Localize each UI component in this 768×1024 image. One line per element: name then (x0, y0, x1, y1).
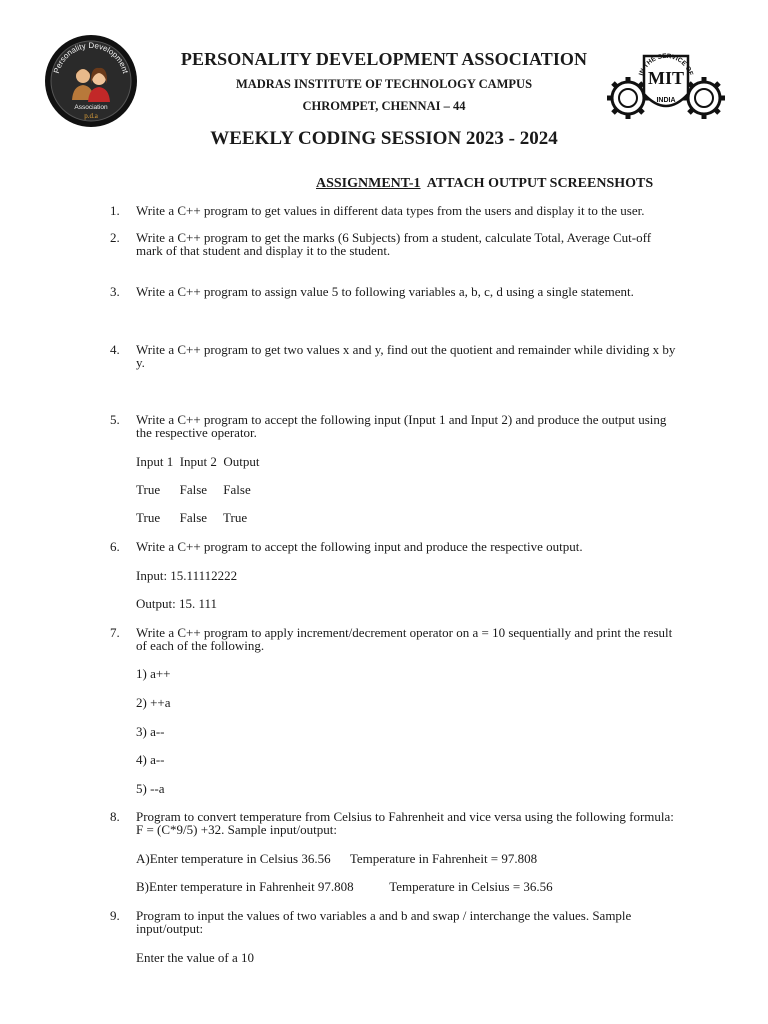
list-item: 3) a-- (136, 724, 165, 739)
emblem-arc-text: IN THE SERVICE OF (637, 52, 694, 77)
right-gear-icon (683, 77, 725, 119)
question-text: y. (136, 355, 145, 370)
question-text: Program to input the values of two variables a and b and swap / interchange the values. Sample (136, 908, 632, 923)
question-text: Write a C++ program to get two values x and y, find out the quotient and remainder while dividing x by (136, 342, 676, 357)
question-number: 5. (110, 412, 120, 427)
assignment-heading (316, 176, 653, 192)
question-text: Write a C++ program to accept the following input and produce the respective output. (136, 539, 583, 554)
io-table-header: Input 1 Input 2 Output (136, 454, 260, 469)
question-text: of each of the following. (136, 638, 265, 653)
list-item: 5) --a (136, 781, 165, 796)
question-text: Program to convert temperature from Celsius to Fahrenheit and vice versa using the following formula: (136, 809, 674, 824)
left-gear-icon (607, 77, 649, 119)
mit-emblem-logo (604, 38, 728, 124)
list-item: 2) ++a (136, 695, 171, 710)
question-text: Write a C++ program to get values in different data types from the users and display it to the user. (136, 203, 645, 218)
assignment-label: ASSIGNMENT-1 (316, 176, 421, 191)
question-text: F = (C*9/5) +32. Sample input/output: (136, 822, 337, 837)
question-number: 6. (110, 539, 120, 554)
organization-title: PERSONALITY DEVELOPMENT ASSOCIATION (180, 49, 588, 69)
sample-io-line: Enter the value of a 10 (136, 950, 255, 965)
session-title: WEEKLY CODING SESSION 2023 - 2024 (210, 128, 558, 149)
list-item: 4) a-- (136, 752, 165, 767)
pda-logo-bottom-text: Association (74, 104, 108, 111)
sample-input: Input: 15.11112222 (136, 568, 238, 583)
question-text: Write a C++ program to apply increment/decrement operator on a = 10 sequentially and print the result (136, 625, 673, 640)
assignment-note: ATTACH OUTPUT SCREENSHOTS (426, 176, 654, 191)
sample-output: Output: 15. 111 (136, 596, 218, 611)
question-number: 8. (110, 809, 120, 824)
question-number: 9. (110, 908, 120, 923)
io-table-row: True False True (136, 510, 248, 525)
sample-io-line: B)Enter temperature in Fahrenheit 97.808 Temperature in Celsius = 36.56 (136, 879, 553, 894)
question-number: 1. (110, 203, 120, 218)
question-text: the respective operator. (136, 425, 257, 440)
question-text: input/output: (136, 921, 204, 936)
list-item: 1) a++ (136, 666, 171, 681)
question-text: Write a C++ program to get the marks (6 Subjects) from a student, calculate Total, Average Cut-off (136, 230, 652, 245)
sample-io-line: A)Enter temperature in Celsius 36.56 Temperature in Fahrenheit = 97.808 (136, 851, 538, 866)
question-text: Write a C++ program to assign value 5 to following variables a, b, c, d using a single statement. (136, 284, 634, 299)
question-text: Write a C++ program to accept the following input (Input 1 and Input 2) and produce the output using (136, 412, 667, 427)
question-number: 4. (110, 342, 120, 357)
pda-logo (44, 34, 138, 128)
institute-name: MADRAS INSTITUTE OF TECHNOLOGY CAMPUS (235, 77, 533, 91)
question-number: 7. (110, 625, 120, 640)
io-table-row: True False False (136, 482, 251, 497)
pda-logo-initials: p.d.a (84, 112, 98, 120)
institute-address: CHROMPET, CHENNAI – 44 (302, 99, 466, 113)
emblem-bottom-text: INDIA (656, 97, 676, 104)
question-number: 2. (110, 230, 120, 245)
pda-logo-arc-text: Personality Development (51, 40, 131, 75)
question-text: mark of that student and display it to the student. (136, 243, 391, 258)
emblem-center-text: MIT (648, 68, 684, 88)
question-number: 3. (110, 284, 120, 299)
